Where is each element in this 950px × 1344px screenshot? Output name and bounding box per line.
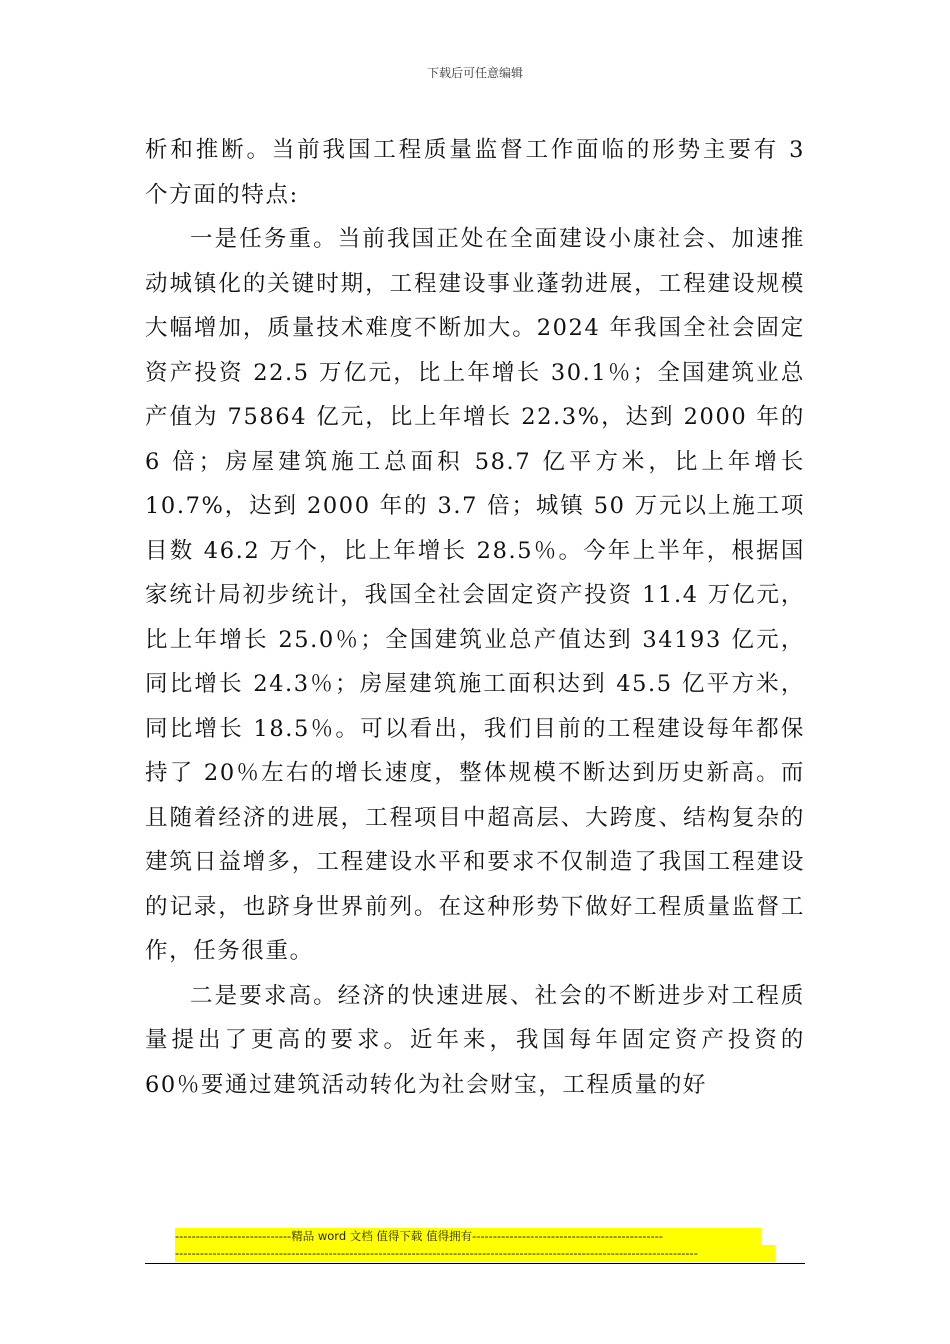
document-body <box>145 128 805 1107</box>
footer-divider <box>145 1263 805 1264</box>
footer-banner-line: ----------------------------精品 word 文档 值得下载 值得拥有---------------------------------------------- <box>175 1228 761 1245</box>
paragraph-task-heavy: 一是任务重。当前我国正处在全面建设小康社会、加速推动城镇化的关键时期，工程建设事业蓬勃进展，工程建设规模大幅增加，质量技术难度不断加大。2024 年我国全社会固定资产投资 22.5 万亿元，比上年增长 30.1％；全国建筑业总产值为 75864 亿元，比上年增长 22.3%，达到 2000 年的 6 倍；房屋建筑施工总面积 58.7 亿平方米，比上年增长 10.7%，达到 2000 年的 3.7 倍；城镇 50 万元以上施工项目数 46.2 万个，比上年增长 28.5％。今年上半年，根据国家统计局初步统计，我国全社会固定资产投资 11.4 万亿元，比上年增长 25.0％；全国建筑业总产值达到 34193 亿元，同比增长 24.3％；房屋建筑施工面积达到 45.5 亿平方米，同比增长 18.5％。可以看出，我们目前的工程建设每年都保持了 20％左右的增长速度，整体规模不断达到历史新高。而且随着经济的进展，工程项目中超高层、大跨度、结构复杂的建筑日益增多，工程建设水平和要求不仅制造了我国工程建设的记录，也跻身世界前列。在这种形势下做好工程质量监督工作，任务很重。 <box>145 226 805 964</box>
page-header: 下载后可任意编辑 <box>426 66 523 80</box>
footer-banner-dashes: ------------------------------------------------------------------------------------------------------------------------------ <box>175 1245 775 1262</box>
footer-banner <box>175 1228 775 1262</box>
paragraph-continuation: 析和推断。当前我国工程质量监督工作面临的形势主要有 3 个方面的特点: <box>145 137 805 208</box>
paragraph-high-requirements: 二是要求高。经济的快速进展、社会的不断进步对工程质量提出了更高的要求。近年来，我国每年固定资产投资的 60％要通过建筑活动转化为社会财宝，工程质量的好 <box>145 982 805 1098</box>
